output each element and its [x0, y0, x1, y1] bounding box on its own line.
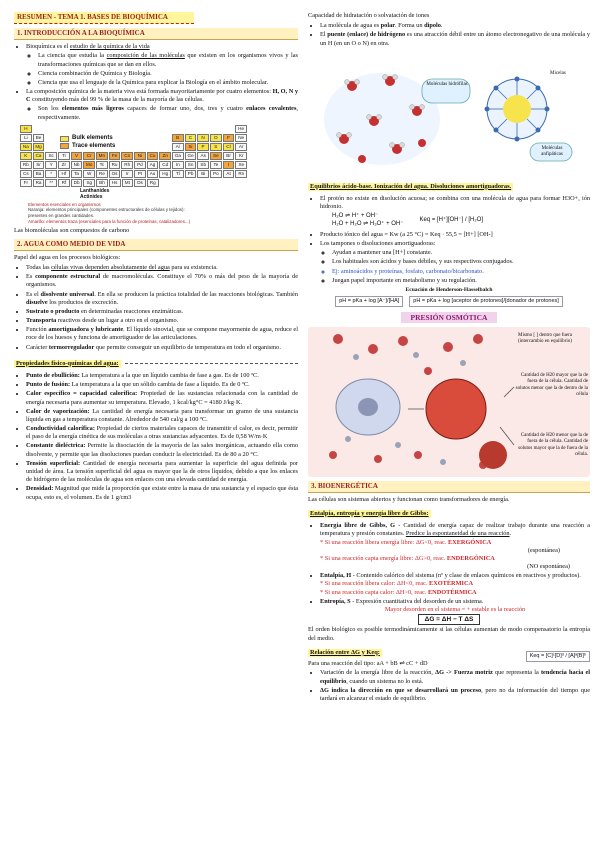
list-item: • La composición química de la materia viva está formada mayoritariamente por cuatro elementos: H, O, N y C constituyendo más del 99 % de la masa de la mayoría de las células. ◦ Son los elementos más ligeros capaces de formar uno, dos, tres y cuatro enlaces covalentes, respectivamente.	[26, 88, 298, 122]
element-cell: Ir	[121, 170, 133, 178]
element-cell: F	[223, 134, 235, 142]
empty-cell	[210, 125, 222, 133]
property-item: • Punto de ebullición: La temperatura a la que un líquido cambia de fase a gas. Es de 100 ºC.	[26, 372, 298, 380]
empty-cell	[71, 125, 83, 133]
element-cell: Li	[20, 134, 32, 142]
henderson-eq-2: pH = pKa + log [aceptor de protones]/[donador de protones]	[409, 296, 563, 307]
element-cell: Pd	[134, 161, 146, 169]
empty-cell	[134, 125, 146, 133]
list-item: • Producto iónico del agua = Kw (a 25 °C) = Keq · 55,5 = [H+] [OH-]	[320, 231, 590, 239]
periodic-table-grid	[20, 125, 248, 187]
empty-cell	[223, 125, 235, 133]
element-cell: H	[20, 125, 32, 133]
list-item: ◦ La ciencia que estudia la composición de las moléculas que existen en los organismos vivos y las transformaciones químicas que se dan en ellos.	[38, 52, 298, 68]
list-item: • Variación de la energía libre de la reacción, ΔG -> Fuerza motriz que representa la tendencia hacia el equilibrio, cuando un sistema no lo está.	[320, 669, 590, 685]
element-cell: Ag	[147, 161, 159, 169]
element-cell: Ni	[134, 152, 146, 160]
empty-cell	[33, 125, 45, 133]
element-cell: Ca	[33, 152, 45, 160]
element-cell: As	[197, 152, 209, 160]
element-cell: Cs	[20, 170, 32, 178]
acid-base-heading: Equilibrios ácido-base. Ionización del agua. Disoluciones amortiguadoras.	[310, 182, 512, 190]
list-item: • El puente (enlace) de hidrógeno es una atracción débil entre un átomo electronegativo de una molécula y un H (en un O o N) en otra.	[320, 31, 590, 47]
element-cell: W	[83, 170, 95, 178]
element-cell: **	[45, 179, 57, 187]
element-cell: Zr	[58, 161, 70, 169]
empty-cell	[223, 179, 235, 187]
element-cell: Be	[33, 134, 45, 142]
properties-heading: Propiedades físico-químicas del agua:	[16, 359, 119, 367]
micelle-label: Micelas	[550, 70, 566, 76]
element-cell: Sc	[45, 152, 57, 160]
element-cell: Pt	[134, 170, 146, 178]
element-cell: Ru	[109, 161, 121, 169]
element-cell: Se	[210, 152, 222, 160]
element-cell: K	[20, 152, 32, 160]
empty-cell	[121, 143, 133, 151]
empty-cell	[185, 125, 197, 133]
element-cell: Pb	[185, 170, 197, 178]
empty-cell	[58, 125, 70, 133]
list-item: ◦ Los habituales son ácidos y bases débiles, y sus respectivos conjugados.	[332, 258, 590, 266]
keq-reaction-formula: Keq = [C]ᶜ[D]ᵈ / [A]ᵃ[B]ᵇ	[526, 651, 590, 662]
empty-cell	[159, 125, 171, 133]
element-cell: S	[210, 143, 222, 151]
element-cell: Po	[210, 170, 222, 178]
section-3-heading: 3. BIOENERGÉTICA	[308, 481, 590, 493]
endothermic-line: * Si una reacción capta calor: ΔH>0, reac. ENDOTÉRMICA	[320, 588, 477, 596]
keq-formula: Keq = [H⁺][OH⁻] / [H₂O]	[419, 217, 483, 224]
element-cell: In	[172, 161, 184, 169]
element-cell: I	[223, 161, 235, 169]
element-cell: Ra	[33, 179, 45, 187]
list-item: • Función amortiguadora y lubricante. El líquido sinovial, que se compone mayormente de agua, reduce el roce de los huesos y funciona de amortiguador de las articulaciones.	[26, 326, 298, 342]
osmosis-note-1: Mismo [ ] dentro que fuera (intercambio en equilibrio)	[518, 332, 573, 345]
property-item: • Densidad: Magnitud que mide la proporción que existe entre la masa de una sustancia y el espacio que ésta ocupa, esto es, el volumen. Es de 1 g/cm3	[26, 485, 298, 501]
element-cell: N	[197, 134, 209, 142]
element-cell: Rh	[121, 161, 133, 169]
element-cell: Hf	[58, 170, 70, 178]
periodic-row	[20, 170, 248, 178]
element-cell: Bi	[197, 170, 209, 178]
empty-cell	[147, 143, 159, 151]
actinides-label: Actinides	[80, 193, 103, 200]
reaction-type: Para una reacción del tipo: aA + bB ⇌ cC + dD	[308, 660, 428, 668]
property-item: • Tensión superficial: Cantidad de energía necesaria para aumentar la superficie del agua definida por unidad de área. La tensión superficial del agua es mayor que la de otros líquidos, debido a que los enlaces de hidrógeno de las moléculas de agua son enlaces con una elevada cantidad de energía.	[26, 460, 298, 485]
equation-hydronium: H₂O + H₂O ⇌ H₃O⁺ + OH⁻	[332, 221, 404, 228]
list-item: • Los tampones o disoluciones amortiguadoras: ◦ Ayudan a mantener una [H+] constante. ◦ Los habituales son ácidos y bases débiles, y sus respectivos conjugados. ◦ Ej: aminoácidos y proteínas, fosfato, carbonato/bicarbonato. ◦ Juegan papel importante en metabolismo y su regulación.	[320, 240, 590, 285]
element-cell: Hs	[109, 179, 121, 187]
list-item: • Bioquímica es el estudio de la química de la vida ◦ La ciencia que estudia la composición de las moléculas que existen en los organismos vivos y las transformaciones químicas que se dan en ellos. ◦ Ciencia combinación de Química y Biología. ◦ Ciencia que usa el lenguaje de la Química para explicar la Biología en el ámbito molecular.	[26, 43, 298, 87]
legend-bulk: Bulk elements	[72, 134, 113, 141]
empty-cell	[134, 134, 146, 142]
empty-cell	[109, 125, 121, 133]
element-cell: At	[223, 170, 235, 178]
element-cell: Sb	[197, 161, 209, 169]
element-cell: Co	[121, 152, 133, 160]
property-item: • Calor de vaporización: La cantidad de energía necesaria para transformar un gramo de una sustancia líquida en gas a temperatura constante. Alrededor de 540 cal/g a 100 ºC.	[26, 408, 298, 424]
element-cell: Sn	[185, 161, 197, 169]
entropy-note: Mayor desorden en el sistema = + estable es la reacción	[384, 605, 526, 613]
water-roles-list	[14, 264, 298, 352]
element-cell: Fe	[109, 152, 121, 160]
empty-cell	[45, 134, 57, 142]
element-cell: He	[235, 125, 247, 133]
element-cell: Db	[71, 179, 83, 187]
empty-cell	[197, 125, 209, 133]
empty-cell	[147, 134, 159, 142]
element-cell: Mt	[122, 179, 134, 187]
list-item: • Transporta reactivos desde un lugar a otro en el organismo.	[26, 317, 298, 325]
empty-cell	[134, 143, 146, 151]
osmosis-note-2: Cantidad de H20 mayor que la de fuera de la célula. Cantidad de solutos menor que la de dentro de la célula	[515, 372, 588, 398]
element-cell: Mg	[33, 143, 45, 151]
empty-cell	[159, 143, 171, 151]
list-item: • Sustrato o producto en determinadas reacciones enzimáticas.	[26, 308, 298, 316]
element-cell: Bh	[96, 179, 108, 187]
periodic-legend	[60, 135, 115, 151]
list-item: • ΔG indica la dirección en que se desarrollará un proceso, pero no da información del tiempo que tardará en alcanzar el estado de equilibrio.	[320, 687, 590, 703]
property-item: • Calor específico = capacidad calorífica: Propiedad de las sustancias relacionada con la cantidad de energía necesaria para aumentar su temperatura. Elevado, 1 kcal/kg°C = 4180 J/kg·K.	[26, 390, 298, 406]
relation-list	[308, 669, 590, 703]
element-cell: Br	[223, 152, 235, 160]
empty-cell	[45, 143, 57, 151]
element-cell: Rn	[235, 170, 247, 178]
exothermic-line: * Si una reacción libera calor: ΔH<0, reac. EXOTÉRMICA	[320, 580, 474, 588]
element-cell: Si	[185, 143, 197, 151]
thermo-list	[308, 522, 590, 614]
section-1-list	[14, 43, 298, 122]
water-molecules-illustration	[312, 51, 582, 177]
periodic-row	[20, 134, 248, 142]
list-item: ◦ Ciencia combinación de Química y Biología.	[38, 70, 298, 78]
element-cell: Te	[210, 161, 222, 169]
element-cell: Ge	[185, 152, 197, 160]
element-cell: Ne	[235, 134, 247, 142]
element-cell: Os	[109, 170, 121, 178]
empty-cell	[235, 179, 247, 187]
property-item: • Constante dieléctrica: Permite la disociación de la mayoría de las sales inorgánicas, actuando ella como disolvente, y permite que las disoluciones puedan conducir la electricidad. Es de 80 a 20 °C.	[26, 442, 298, 458]
lanthanides-label: Lanthanides	[80, 187, 110, 194]
biological-order-note: El orden biológico es posible termodinámicamente si las células aumentan de modo compensatorio la entropía del medio.	[308, 626, 590, 642]
element-cell: P	[197, 143, 209, 151]
element-cell: O	[210, 134, 222, 142]
element-cell: Tc	[96, 161, 108, 169]
list-item: • Entropía, S - Expresión cuantitativa del desorden de un sistema. Mayor desorden en el sistema = + estable es la reacción	[320, 598, 590, 614]
element-cell: Ga	[172, 152, 184, 160]
doc-title: RESUMEN - TEMA 1. BASES DE BIOQUÍMICA	[14, 12, 194, 24]
bulk-swatch	[60, 136, 69, 142]
element-cell: Fr	[20, 179, 32, 187]
empty-cell	[185, 179, 197, 187]
list-item: • Es componente estructural de macromoléculas. Constituye el 70% o más del peso de la mayoría de organismos.	[26, 273, 298, 289]
empty-cell	[160, 179, 172, 187]
henderson-eq-1: pH = pKa + log [A⁻]/[HA]	[335, 296, 403, 307]
equation-ionization: H₂O ⇌ H⁺ + OH⁻	[332, 213, 379, 220]
element-cell: Tl	[172, 170, 184, 178]
osmotic-figure	[308, 327, 590, 477]
list-item: ◦ Son los elementos más ligeros capaces de formar uno, dos, tres y cuatro enlaces covalentes, respectivamente.	[38, 105, 298, 121]
element-cell: Cl	[223, 143, 235, 151]
list-item: ◦ Ayudan a mantener una [H+] constante.	[332, 249, 590, 257]
empty-cell	[45, 125, 57, 133]
list-item: • El protón no existe en disolución acuosa; se combina con una molécula de agua para formar H3O+, ión hidronio.	[320, 195, 590, 211]
trace-swatch	[60, 143, 69, 149]
legend-trace: Trace elements	[72, 142, 116, 149]
list-item: ◦ Juegan papel importante en metabolismo y su regulación.	[332, 277, 590, 285]
empty-cell	[96, 125, 108, 133]
element-cell: Ba	[33, 170, 45, 178]
empty-cell	[172, 179, 184, 187]
empty-cell	[121, 125, 133, 133]
endergonic-line: * Si una reacción capta energía libre: ΔG>0, reac. ENDERGÓNICA	[320, 554, 495, 562]
property-item: • Conductividad calorífica: Propiedad de ciertos materiales capaces de transmitir el calor, es decir, permitir el paso de la energía cinética de sus moléculas a otras sustancias adyacentes. Es de 0,58 W/m·K	[26, 425, 298, 441]
exergonic-line: * Si una reacción libera energía libre: ΔG<0, reac. EXERGÓNICA	[320, 538, 492, 546]
water-intro: Papel del agua en los procesos biológicos:	[14, 253, 121, 261]
element-cell: Rb	[20, 161, 32, 169]
element-cell: Ds	[134, 179, 146, 187]
element-cell: Mo	[83, 161, 95, 169]
element-cell: Cd	[159, 161, 171, 169]
element-cell: Kr	[235, 152, 247, 160]
empty-cell	[159, 134, 171, 142]
endergonic-note: (NO espontánea)	[527, 563, 570, 571]
hydration-list	[308, 22, 590, 48]
right-column	[308, 12, 590, 842]
ionization-equations	[332, 213, 590, 229]
element-cell: Y	[45, 161, 57, 169]
element-cell: V	[71, 152, 83, 160]
list-item: • Energía libre de Gibbs, G - Cantidad de energía capaz de realizar trabajo durante una reacción a temperatura y presión constantes. Predice la espontaneidad de una reacción. * Si una reacción libera energía libre: ΔG<0, reac. EXERGÓNICA (espontánea) * Si una reacción capta energía libre: ΔG>0, reac. ENDERGÓNICA (NO espontánea)	[320, 522, 590, 571]
empty-cell	[121, 134, 133, 142]
element-cell: Na	[20, 143, 32, 151]
periodic-row	[20, 125, 248, 133]
element-cell: B	[172, 134, 184, 142]
acid-base-list	[308, 195, 590, 211]
periodic-row	[20, 161, 248, 169]
hydration-figure	[312, 51, 590, 177]
empty-cell	[83, 125, 95, 133]
element-cell: Hg	[159, 170, 171, 178]
empty-cell	[210, 179, 222, 187]
exergonic-note: (espontánea)	[527, 546, 560, 554]
element-cell: Au	[147, 170, 159, 178]
element-cell: Al	[172, 143, 184, 151]
section-2-heading: 2. AGUA COMO MEDIO DE VIDA	[14, 239, 298, 251]
element-cell: Ar	[235, 143, 247, 151]
element-cell: Ti	[58, 152, 70, 160]
periodic-row	[20, 143, 248, 151]
property-item: • Punto de fusión: La temperatura a la que un sólido cambia de fase a líquido. Es de 0 ºC.	[26, 381, 298, 389]
list-item: • Entalpía, H - Contenido calórico del sistema (nº y clase de enlaces químicos en reactivos y productos). * Si una reacción libera calor: ΔH<0, reac. EXOTÉRMICA * Si una reacción capta calor: ΔH>0, reac. ENDOTÉRMICA	[320, 572, 590, 597]
element-cell: Mn	[96, 152, 108, 160]
amphipathic-label: Moléculas anfipáticas	[541, 145, 563, 157]
element-cell: Ta	[71, 170, 83, 178]
buffer-list	[308, 231, 590, 285]
element-cell: Cr	[83, 152, 95, 160]
element-cell: Rg	[147, 179, 159, 187]
empty-cell	[172, 125, 184, 133]
henderson-title: Ecuación de Henderson-Hasselbalch	[405, 286, 493, 293]
periodic-table	[20, 125, 248, 225]
element-cell: Re	[96, 170, 108, 178]
list-item: • Todas las células vivas dependen absolutamente del agua para su existencia.	[26, 264, 298, 272]
osmosis-note-3: Cantidad de H20 menor que la de fuera de la célula. Cantidad de solutos mayor que la de fuera de la célula.	[518, 432, 588, 458]
list-item: ◦ Ciencia que usa el lenguaje de la Química para explicar la Biología en el ámbito molecular.	[38, 79, 298, 87]
element-cell: Xe	[235, 161, 247, 169]
hydrophilic-label: Moléculas hidrófilas	[426, 81, 468, 87]
list-item: ◦ Ej: aminoácidos y proteínas, fosfato, carbonato/bicarbonato.	[332, 268, 590, 276]
element-cell: C	[185, 134, 197, 142]
empty-cell	[147, 125, 159, 133]
element-cell: Rf	[58, 179, 70, 187]
periodic-row	[20, 152, 248, 160]
periodic-row	[20, 179, 248, 187]
element-cell: Sg	[83, 179, 95, 187]
list-item: • Carácter termorregulador que permite conseguir un equilibrio de temperatura en todo el organismo.	[26, 344, 298, 352]
element-cell: Zn	[159, 152, 171, 160]
section-1-heading: 1. INTRODUCCIÓN A LA BIOQUÍMICA	[14, 28, 298, 40]
empty-cell	[197, 179, 209, 187]
left-column	[14, 12, 298, 842]
henderson-equations	[308, 296, 590, 307]
hydration-title: Capacidad de hidratación o solvatación de iones	[308, 12, 430, 19]
element-cell: Sr	[33, 161, 45, 169]
gibbs-formula: ΔG = ΔH − T ΔS	[418, 614, 481, 625]
osmotic-title: PRESIÓN OSMÓTICA	[401, 312, 498, 323]
list-item: • Es el disolvente universal. En ella se producen la práctica totalidad de las reacciones biológicas. También disuelve los productos de excreción.	[26, 291, 298, 307]
list-item: • La molécula de agua es polar. Forma un dipolo.	[320, 22, 590, 30]
properties-list	[14, 372, 298, 502]
element-cell: Cu	[147, 152, 159, 160]
element-cell: Nb	[71, 161, 83, 169]
relation-heading: Relación entre ΔG y Keq:	[310, 648, 380, 656]
biomolecules-note: Las biomoléculas son compuestos de carbono	[14, 226, 130, 234]
thermo-heading: Entalpía, entropía y energía libre de Gibbs:	[310, 509, 429, 517]
periodic-caption: Elementos esenciales en organismos Naranja: elementos principales (componentes estructurales de células y tejidos): presentes en grandes cantidades. Amarillo: elementos traza (esenciales para la función de proteínas, catalizadores...)	[28, 201, 191, 224]
element-cell: *	[45, 170, 57, 178]
bioenergetics-intro: Las células son sistemas abiertos y funcionan como transformadores de energía.	[308, 495, 510, 503]
